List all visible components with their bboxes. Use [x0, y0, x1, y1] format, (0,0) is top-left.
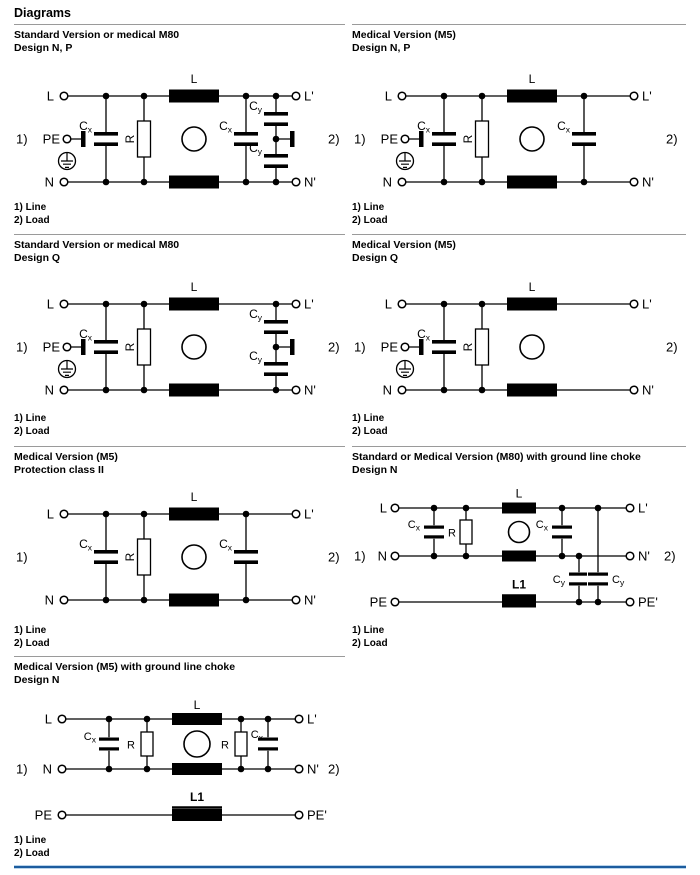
terminal-n-out — [295, 765, 303, 773]
terminal-pe — [401, 343, 409, 351]
terminal-pe-out — [626, 598, 634, 606]
footnotes — [14, 202, 50, 227]
capacitor-cy-top — [263, 112, 289, 126]
label-cy: $C_y$ — [249, 141, 262, 157]
label-ref-load: 2) — [328, 339, 340, 355]
terminal-l — [60, 300, 68, 308]
common-mode-choke — [169, 90, 219, 189]
terminal-l-out — [630, 92, 638, 100]
label-choke: L — [193, 698, 201, 712]
label-ref-load: 2) — [328, 549, 340, 565]
label-cx: $C_x$ — [535, 519, 548, 533]
circuit-standard-m80-design-q — [14, 278, 346, 402]
resistor-input — [141, 732, 153, 756]
footnote-line: 1) Line — [14, 202, 47, 213]
resistor — [138, 121, 151, 157]
divider — [14, 24, 345, 25]
label-n: N — [377, 548, 387, 564]
footnote-load: 2) Load — [14, 214, 50, 226]
label-resistor: R — [123, 552, 137, 562]
footnotes — [14, 835, 50, 860]
footnote-load: 2) Load — [14, 847, 50, 859]
footnotes — [14, 625, 50, 650]
label-cx: $C_x$ — [417, 327, 430, 343]
terminal-n — [60, 386, 68, 394]
footnote-line: 1) Line — [352, 202, 385, 213]
label-choke: L — [190, 490, 198, 504]
terminal-l-out — [292, 300, 300, 308]
terminal-n — [398, 386, 406, 394]
circuit-standard-m80-design-np — [14, 70, 346, 194]
terminal-n-out — [626, 552, 634, 560]
label-cy: $C_y$ — [552, 574, 565, 588]
label-cx: $C_x$ — [219, 537, 232, 553]
section-title-line2: Design N, P — [14, 42, 73, 54]
label-resistor: R — [123, 134, 137, 144]
label-l: L — [44, 711, 52, 727]
circuit-m80-ground-line-choke — [352, 488, 684, 612]
label-pe: PE — [380, 131, 398, 147]
capacitor-cx-input — [93, 340, 119, 354]
terminal-l — [58, 715, 66, 723]
label-n-out: N' — [304, 382, 316, 398]
label-ground-choke: L1 — [189, 790, 205, 804]
footnote-load: 2) Load — [352, 425, 388, 437]
label-ref-line: 1) — [16, 761, 28, 777]
label-n: N — [44, 174, 54, 190]
ground-line-choke — [172, 808, 222, 822]
footnotes — [352, 413, 388, 438]
resistor — [138, 329, 151, 365]
pe-bar-icon — [81, 339, 86, 355]
footnote-load: 2) Load — [14, 637, 50, 649]
label-ground-choke: L1 — [511, 577, 527, 592]
label-ref-line: 1) — [354, 339, 366, 355]
label-l-out: L' — [642, 296, 652, 312]
circuit-medical-m5-design-np — [352, 70, 684, 194]
protective-earth-icon — [59, 361, 76, 378]
label-ref-load: 2) — [328, 761, 340, 777]
label-choke: L — [528, 280, 536, 294]
label-ref-line: 1) — [16, 131, 28, 147]
section-title-line1: Standard Version or medical M80 — [14, 29, 180, 41]
label-l-out: L' — [304, 296, 314, 312]
footnote-line: 1) Line — [14, 835, 47, 846]
label-pe: PE — [34, 807, 52, 823]
terminal-n-out — [630, 386, 638, 394]
terminal-l-out — [626, 504, 634, 512]
common-mode-choke — [502, 503, 536, 562]
divider — [352, 446, 686, 447]
label-cy: $C_y$ — [249, 99, 262, 115]
label-cx: $C_x$ — [417, 119, 430, 135]
section-title-6 — [352, 451, 641, 477]
terminal-pe — [58, 811, 66, 819]
section-title-line2: Design N — [14, 674, 60, 686]
terminal-l-out — [295, 715, 303, 723]
label-ref-line: 1) — [16, 549, 28, 565]
label-l: L — [379, 500, 387, 516]
divider — [352, 24, 686, 25]
label-l: L — [46, 296, 54, 312]
terminal-l-out — [292, 92, 300, 100]
section-title-4 — [352, 239, 456, 265]
footnotes — [352, 625, 388, 650]
capacitor-cy-left — [568, 572, 590, 586]
terminal-pe — [401, 135, 409, 143]
circuit-medical-m5-design-q — [352, 278, 684, 402]
protective-earth-icon — [397, 361, 414, 378]
divider — [14, 446, 345, 447]
label-pe: PE — [369, 594, 387, 610]
resistor — [460, 520, 472, 544]
label-ref-line: 1) — [354, 131, 366, 147]
label-n: N — [382, 382, 392, 398]
label-l-out: L' — [638, 500, 648, 516]
label-n: N — [382, 174, 392, 190]
pe-bar-icon — [419, 131, 424, 147]
footnote-line: 1) Line — [14, 625, 47, 636]
label-n-out: N' — [642, 174, 654, 190]
terminal-pe-out — [295, 811, 303, 819]
label-cx: $C_x$ — [407, 519, 420, 533]
label-l-out: L' — [642, 88, 652, 104]
capacitor-cx-input — [423, 525, 445, 539]
section-title-line1: Medical Version (M5) with ground line choke — [14, 661, 236, 673]
section-title-3 — [14, 239, 179, 265]
section-title-line2: Design N — [352, 464, 398, 476]
label-l-out: L' — [304, 506, 314, 522]
label-ref-load: 2) — [328, 131, 340, 147]
pe-bar-icon — [81, 131, 86, 147]
label-resistor: R — [461, 134, 475, 144]
label-resistor: R — [448, 527, 456, 540]
footnote-line: 1) Line — [352, 413, 385, 424]
capacitor-cx-output — [233, 550, 259, 564]
capacitor-cy-bottom — [263, 154, 289, 168]
label-choke: L — [190, 72, 198, 86]
label-ref-line: 1) — [354, 548, 366, 564]
terminal-n — [58, 765, 66, 773]
capacitor-cy-right — [587, 572, 609, 586]
common-mode-choke — [169, 508, 219, 607]
terminal-n-out — [292, 178, 300, 186]
terminal-n-out — [292, 386, 300, 394]
label-n-out: N' — [304, 174, 316, 190]
terminal-l — [398, 300, 406, 308]
resistor — [476, 329, 489, 365]
resistor — [138, 539, 151, 575]
label-cx: $C_x$ — [79, 537, 92, 553]
label-l-out: L' — [307, 711, 317, 727]
terminal-l-out — [630, 300, 638, 308]
label-l-out: L' — [304, 88, 314, 104]
footnote-line: 1) Line — [352, 625, 385, 636]
label-ref-load: 2) — [664, 548, 676, 564]
terminal-n — [60, 178, 68, 186]
common-mode-choke — [172, 713, 222, 775]
label-pe: PE — [42, 339, 60, 355]
label-l: L — [46, 88, 54, 104]
divider — [14, 656, 345, 657]
terminal-l — [60, 92, 68, 100]
resistor — [476, 121, 489, 157]
terminal-n — [60, 596, 68, 604]
label-choke: L — [515, 486, 523, 501]
label-cy: $C_y$ — [249, 349, 262, 365]
terminal-l — [398, 92, 406, 100]
label-resistor: R — [123, 342, 137, 352]
terminal-pe — [391, 598, 399, 606]
label-cx: $C_x$ — [557, 119, 570, 135]
pe-bar-icon — [290, 131, 295, 147]
footnote-load: 2) Load — [352, 637, 388, 649]
terminal-pe — [63, 135, 71, 143]
label-pe-out: PE' — [638, 594, 658, 610]
footnotes — [14, 413, 50, 438]
label-n: N — [44, 592, 54, 608]
label-l: L — [384, 296, 392, 312]
capacitor-cy-top — [263, 320, 289, 334]
label-pe: PE — [380, 339, 398, 355]
protective-earth-icon — [397, 153, 414, 170]
capacitor-cx-output — [551, 525, 573, 539]
label-choke: L — [528, 72, 536, 86]
label-cx: $C_x$ — [250, 729, 263, 743]
pe-bar-icon — [290, 339, 295, 355]
label-cx: $C_x$ — [219, 119, 232, 135]
label-pe-out: PE' — [307, 807, 327, 823]
label-ref-load: 2) — [666, 339, 678, 355]
footnote-line: 1) Line — [14, 413, 47, 424]
section-title-line2: Design Q — [352, 252, 399, 264]
capacitor-cx-input — [431, 132, 457, 146]
label-resistor: R — [461, 342, 475, 352]
label-cx: $C_x$ — [83, 731, 96, 745]
section-title-line1: Medical Version (M5) — [14, 451, 118, 463]
section-title-7 — [14, 661, 235, 687]
capacitor-cx-input — [98, 737, 120, 751]
terminal-n-out — [292, 596, 300, 604]
label-n-out: N' — [307, 761, 319, 777]
label-n: N — [42, 761, 52, 777]
common-mode-choke — [507, 90, 557, 189]
label-ref-line: 1) — [16, 339, 28, 355]
footnote-load: 2) Load — [14, 425, 50, 437]
circuit-medical-m5-class-ii — [14, 488, 346, 612]
section-title-line2: Design N, P — [352, 42, 411, 54]
label-cx: $C_x$ — [79, 327, 92, 343]
page-title: Diagrams — [14, 6, 71, 20]
capacitor-cx-output — [571, 132, 597, 146]
divider — [352, 234, 686, 235]
section-title-line1: Standard Version or medical M80 — [14, 239, 180, 251]
footnote-load: 2) Load — [352, 214, 388, 226]
label-cx: $C_x$ — [79, 119, 92, 135]
section-title-line1: Medical Version (M5) — [352, 239, 456, 251]
section-title-2 — [352, 29, 456, 55]
label-cy: $C_y$ — [249, 307, 262, 323]
label-n-out: N' — [304, 592, 316, 608]
terminal-n — [398, 178, 406, 186]
section-title-5 — [14, 451, 118, 477]
label-l: L — [46, 506, 54, 522]
divider — [14, 234, 345, 235]
section-title-line2: Design Q — [14, 252, 61, 264]
capacitor-cx-input — [431, 340, 457, 354]
circuit-m5-ground-line-choke — [14, 699, 346, 831]
terminal-n-out — [630, 178, 638, 186]
label-ref-load: 2) — [666, 131, 678, 147]
label-resistor: R — [221, 739, 229, 752]
footnotes — [352, 202, 388, 227]
label-cy: $C_y$ — [612, 574, 625, 588]
section-title-line1: Medical Version (M5) — [352, 29, 456, 41]
label-resistor: R — [127, 739, 135, 752]
common-mode-choke — [169, 298, 219, 397]
terminal-n — [391, 552, 399, 560]
terminal-l — [60, 510, 68, 518]
capacitor-cx-input — [93, 550, 119, 564]
label-n-out: N' — [642, 382, 654, 398]
terminal-l-out — [292, 510, 300, 518]
pe-bar-icon — [419, 339, 424, 355]
ground-line-choke — [502, 596, 536, 608]
capacitor-cx-input — [93, 132, 119, 146]
terminal-pe — [63, 343, 71, 351]
section-title-line1: Standard or Medical Version (M80) with ground line choke — [352, 451, 641, 463]
section-title-line2: Protection class II — [14, 464, 104, 476]
label-n: N — [44, 382, 54, 398]
capacitor-cy-bottom — [263, 362, 289, 376]
terminal-l — [391, 504, 399, 512]
bottom-accent-rule — [14, 865, 686, 869]
label-l: L — [384, 88, 392, 104]
protective-earth-icon — [59, 153, 76, 170]
section-title-1 — [14, 29, 179, 55]
label-n-out: N' — [638, 548, 650, 564]
label-pe: PE — [42, 131, 60, 147]
resistor-output — [235, 732, 247, 756]
common-mode-choke — [507, 298, 557, 397]
label-choke: L — [190, 280, 198, 294]
